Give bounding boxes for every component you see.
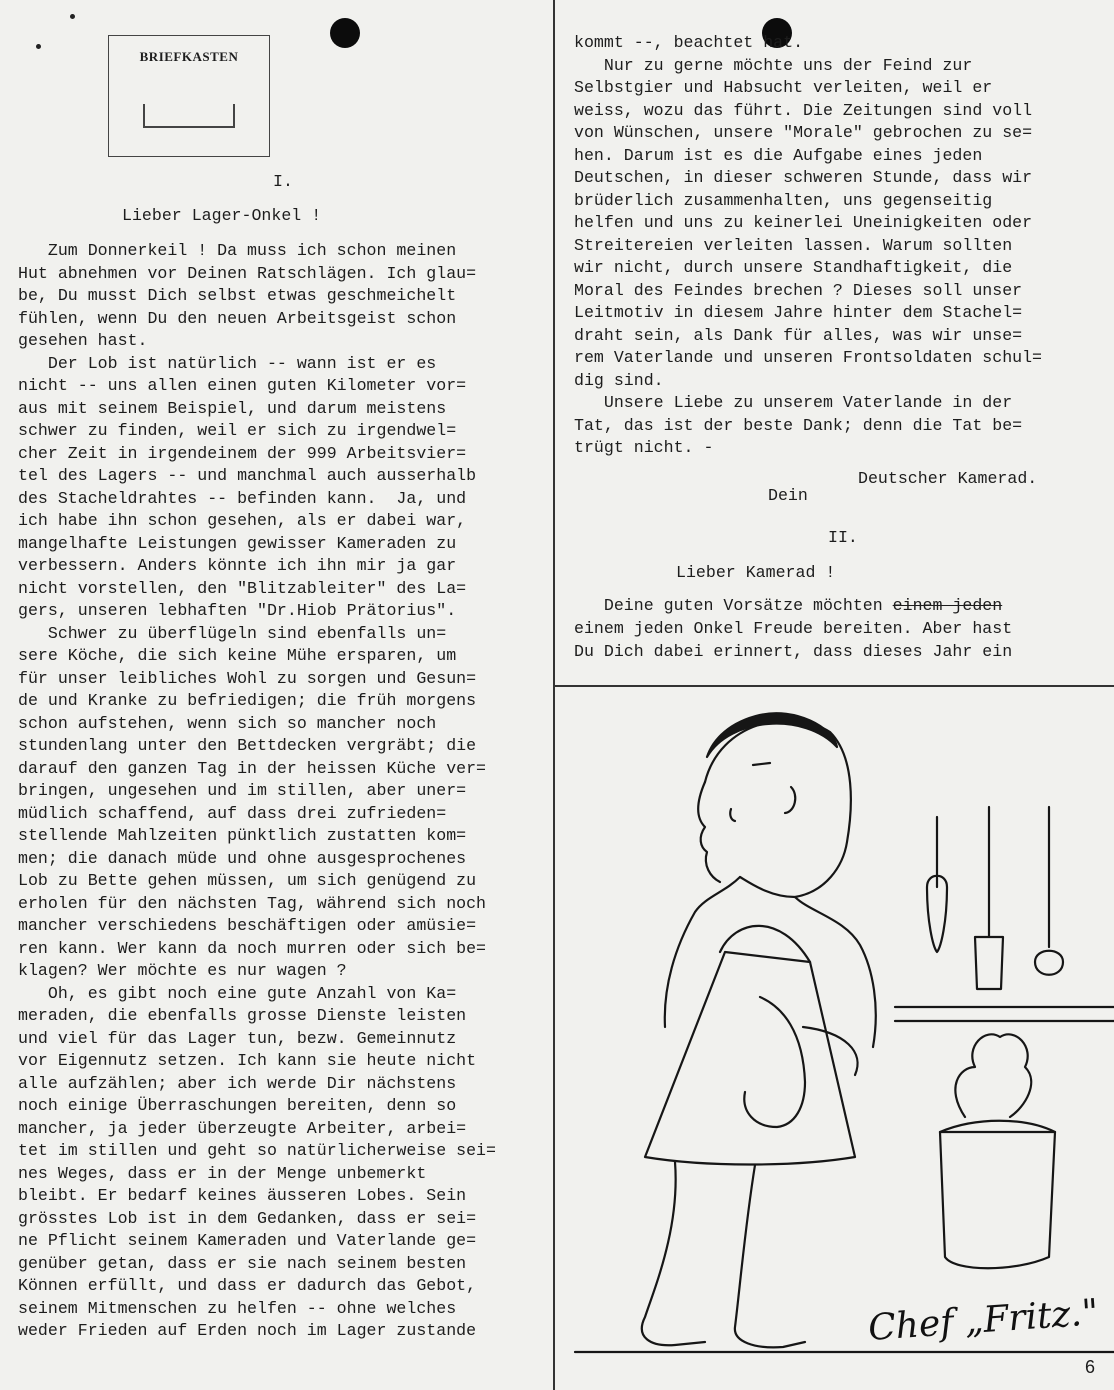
- text-line: schwer zu finden, weil er sich zu irgendwel=: [18, 421, 457, 440]
- text-line: darauf den ganzen Tag in der heissen Küche ver=: [18, 758, 487, 778]
- text-line: von Wünschen, unsere "Morale" gebrochen zu se=: [574, 123, 1033, 142]
- text-line: weiss, wozu das führt. Die Zeitungen sind voll: [574, 100, 1033, 120]
- page-number: 6: [1085, 1357, 1096, 1377]
- salutation-1: Lieber Lager-Onkel !: [122, 206, 322, 225]
- pot-rim: [940, 1121, 1055, 1132]
- chef-ear: [785, 787, 795, 813]
- text-line: tel des Lagers -- und manchmal auch ausserhalb: [18, 466, 477, 485]
- left-column-text: [18, 240, 553, 1343]
- text-line: Streitereien verleiten lassen. Warum sollten: [574, 235, 1013, 255]
- text-line: be, Du musst Dich selbst etwas geschmeichelt: [18, 286, 457, 305]
- text-line: einem jeden Onkel Freude bereiten. Aber hast: [574, 619, 1013, 638]
- ink-speck: [36, 44, 41, 49]
- chef-face-profile: [698, 782, 720, 882]
- mailbox-slot-icon: [143, 104, 235, 128]
- kitchen-shelf: [895, 1007, 1114, 1021]
- text-line: rem Vaterlande und unseren Frontsoldaten schul=: [574, 348, 1043, 367]
- chef-mustache: [730, 809, 735, 821]
- text-line: vor Eigennutz setzen. Ich kann sie heute nicht: [18, 1051, 477, 1070]
- struck-text: einem jeden: [892, 596, 1003, 615]
- ladle-1: [927, 817, 947, 952]
- text-line: aus mit seinem Beispiel, und darum meistens: [18, 398, 447, 418]
- text-line: Hut abnehmen vor Deinen Ratschlägen. Ich glau=: [18, 263, 477, 283]
- section-numeral-1: I.: [273, 172, 293, 191]
- letter-closing: Dein: [768, 486, 808, 505]
- text-line: genüber getan, dass er sie nach seinem besten: [18, 1253, 467, 1273]
- text-line: brüderlich zusammenhalten, uns gegenseitig: [574, 190, 993, 210]
- text-line: Du Dich dabei erinnert, dass dieses Jahr ein: [574, 641, 1013, 661]
- text-line: grösstes Lob ist in dem Gedanken, dass er sei=: [18, 1208, 477, 1228]
- text-line: für unser leibliches Wohl zu sorgen und Gesun=: [18, 668, 477, 688]
- text-line: nicht -- uns allen einen guten Kilometer vor=: [18, 376, 467, 395]
- text-line: müdlich schaffend, auf dass drei zufrieden=: [18, 803, 447, 823]
- text-line: schon aufstehen, wenn sich so mancher noch: [18, 713, 437, 733]
- text-line: noch einige Überraschungen bereiten, denn so: [18, 1096, 457, 1115]
- chef-arm: [744, 997, 805, 1127]
- text-line: fühlen, wenn Du den neuen Arbeitsgeist schon: [18, 308, 457, 328]
- right-column-text: [574, 32, 1109, 460]
- cooking-pot: [940, 1132, 1055, 1268]
- text-line: und viel für das Lager tun, bezw. Gemeinnutz: [18, 1028, 457, 1048]
- text-line: erholen für den nächsten Tag, während sich noch: [18, 893, 487, 913]
- text-line: Tat, das ist der beste Dank; denn die Tat be=: [574, 415, 1023, 435]
- chef-back-leg: [642, 1162, 705, 1345]
- text-line: trügt nicht. -: [574, 438, 714, 457]
- text-line: Leitmotiv in diesem Jahre hinter dem Stachel=: [574, 303, 1023, 322]
- text-line: Unsere Liebe zu unserem Vaterlande in der: [574, 393, 1013, 412]
- text-line: weder Frieden auf Erden noch im Lager zustande: [18, 1321, 477, 1340]
- text-line: kommt --, beachtet hat.: [574, 33, 804, 52]
- text-line: bleibt. Er bedarf keines äusseren Lobes. Sein: [18, 1186, 467, 1205]
- slotted-spatula: [975, 807, 1003, 989]
- chef-cartoon-drawing: [555, 687, 1114, 1390]
- text-line: stellende Mahlzeiten pünktlich zustatten kom=: [18, 826, 467, 845]
- chef-chest: [795, 897, 876, 1047]
- chef-eyebrow: [753, 763, 770, 765]
- section2-line-start: Deine guten Vorsätze möchten: [574, 596, 893, 615]
- steam-cloud: [955, 1034, 1031, 1117]
- cartoon-caption: Chef „Fritz.": [866, 1292, 1100, 1349]
- text-line: Schwer zu überflügeln sind ebenfalls un=: [18, 623, 447, 643]
- briefkasten-box: [108, 35, 270, 157]
- chef-hair: [707, 713, 837, 757]
- text-line: ich habe ihn schon gesehen, als er dabei war,: [18, 511, 467, 530]
- chef-apron: [645, 952, 855, 1165]
- text-line: Moral des Feindes brechen ? Dieses soll unser: [574, 280, 1023, 300]
- text-line: stundenlang unter den Bettdecken vergräbt; die: [18, 736, 477, 755]
- section2-first-line: [574, 596, 1002, 615]
- text-line: dig sind.: [574, 370, 664, 390]
- text-line: alle aufzählen; aber ich werde Dir nächstens: [18, 1073, 457, 1093]
- text-line: bringen, ungesehen und im stillen, aber uner=: [18, 781, 467, 800]
- chef-front-leg: [735, 1165, 805, 1347]
- section2-text: [574, 618, 1012, 663]
- text-line: seinem Mitmenschen zu helfen -- ohne welches: [18, 1298, 457, 1318]
- ladle-3: [1035, 807, 1063, 975]
- text-line: des Stacheldrahtes -- befinden kann. Ja, und: [18, 488, 467, 508]
- text-line: ne Pflicht seinem Kameraden und Vaterlande ge=: [18, 1231, 477, 1250]
- text-line: hen. Darum ist es die Aufgabe eines jeden: [574, 145, 983, 165]
- text-line: verbessern. Anders könnte ich ihn mir ja gar: [18, 556, 457, 575]
- letter-signature: Deutscher Kamerad.: [858, 469, 1038, 488]
- salutation-2: Lieber Kamerad !: [676, 563, 836, 582]
- text-line: Können erfüllt, und dass er dadurch das Gebot,: [18, 1276, 477, 1295]
- text-line: Der Lob ist natürlich -- wann ist er es: [18, 353, 437, 373]
- text-line: tet im stillen und geht so natürlicherweise sei=: [18, 1141, 496, 1160]
- text-line: wir nicht, durch unsere Standhaftigkeit, die: [574, 258, 1013, 277]
- text-line: Zum Donnerkeil ! Da muss ich schon meinen: [18, 241, 457, 260]
- ink-speck: [70, 14, 75, 19]
- text-line: Oh, es gibt noch eine gute Anzahl von Ka=: [18, 983, 457, 1003]
- punch-hole: [330, 18, 360, 48]
- text-line: Deutschen, in dieser schweren Stunde, dass wir: [574, 168, 1033, 187]
- text-line: helfen und uns zu keinerlei Uneinigkeiten oder: [574, 213, 1033, 232]
- text-line: draht sein, als Dank für alles, was wir unse=: [574, 325, 1023, 345]
- text-line: cher Zeit in irgendeinem der 999 Arbeitsvier=: [18, 443, 467, 463]
- text-line: mancher, ja jeder überzeugte Arbeiter, arbei=: [18, 1118, 467, 1138]
- text-line: gers, unseren lebhaften "Dr.Hiob Prätorius".: [18, 601, 457, 620]
- text-line: de und Kranke zu befriedigen; die früh morgens: [18, 691, 477, 710]
- text-line: sere Köche, die sich keine Mühe ersparen, um: [18, 646, 457, 665]
- briefkasten-title: BRIEFKASTEN: [139, 49, 239, 64]
- text-line: klagen? Wer möchte es nur wagen ?: [18, 961, 347, 980]
- text-line: Selbstgier und Habsucht verleiten, weil er: [574, 78, 993, 97]
- text-line: mancher verschiedens beschäftigen oder amüsie=: [18, 916, 477, 935]
- text-line: mangelhafte Leistungen gewisser Kameraden zu: [18, 533, 457, 553]
- text-line: nicht vorstellen, den "Blitzableiter" des La=: [18, 578, 467, 598]
- text-line: nes Weges, dass er in der Menge unbemerkt: [18, 1163, 427, 1183]
- text-line: Nur zu gerne möchte uns der Feind zur: [574, 55, 973, 75]
- text-line: gesehen hast.: [18, 331, 148, 350]
- text-line: Lob zu Bette gehen müssen, um sich genügend zu: [18, 871, 477, 890]
- text-line: men; die danach müde und ohne ausgesprochenes: [18, 848, 467, 868]
- section-numeral-2: II.: [828, 528, 858, 547]
- chef-head-outline: [705, 720, 851, 897]
- text-line: meraden, die ebenfalls grosse Dienste leisten: [18, 1006, 467, 1025]
- text-line: ren kann. Wer kann da noch murren oder sich be=: [18, 938, 487, 958]
